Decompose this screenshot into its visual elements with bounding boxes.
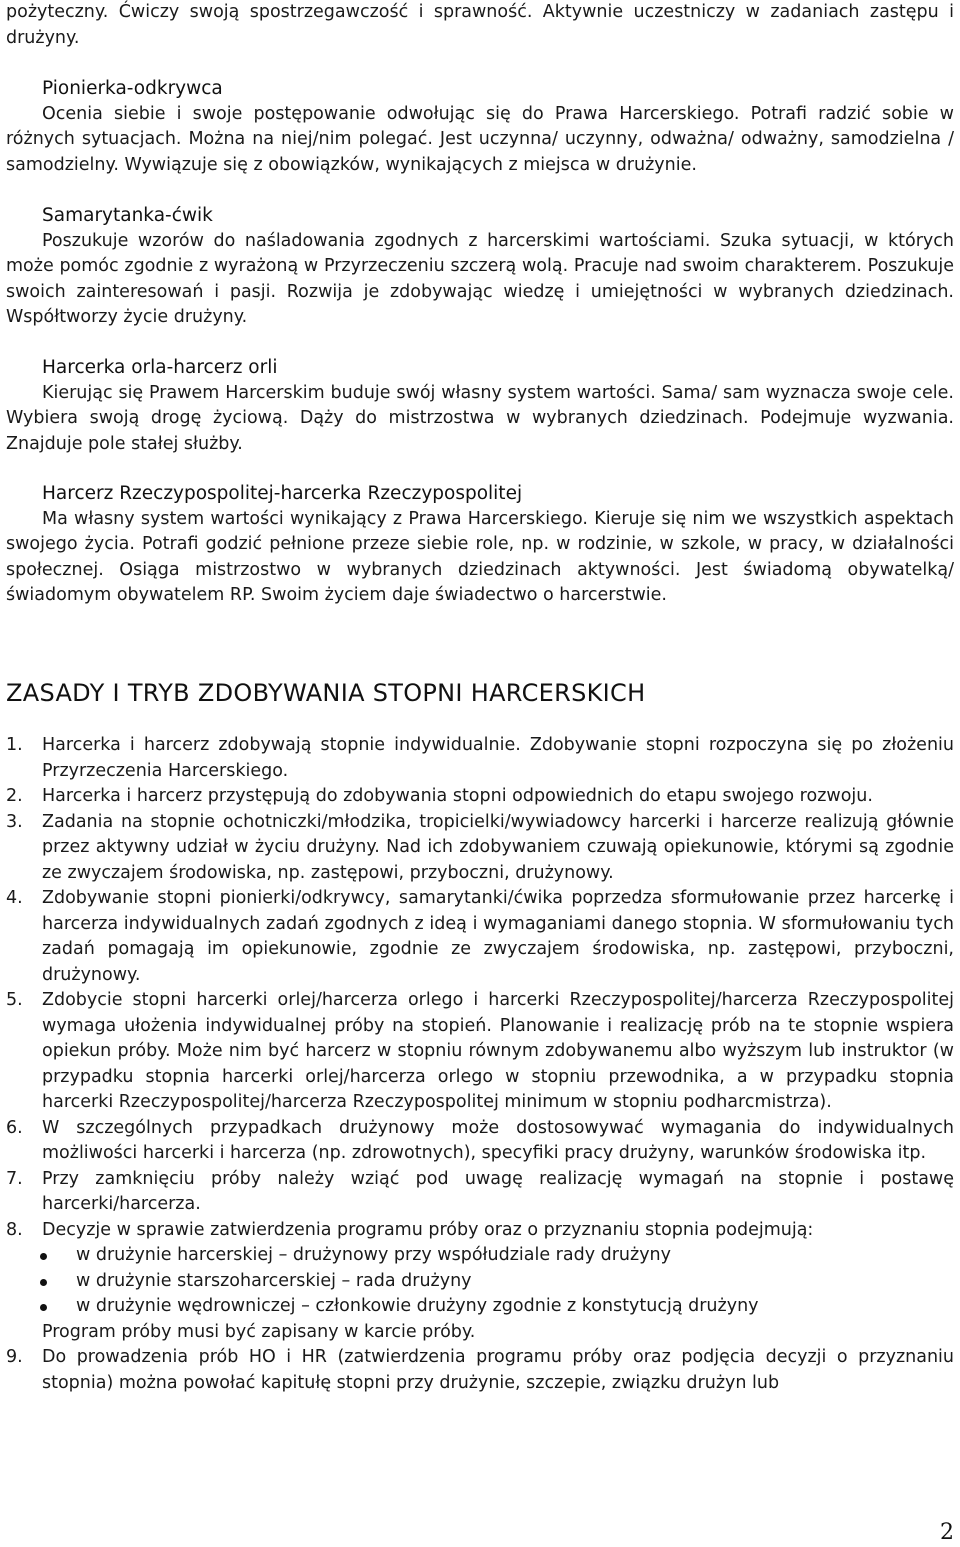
rule-text: Zdobywanie stopni pionierki/odkrywcy, samarytanki/ćwika poprzedza sformułowanie przez harcerkę i harcerza indywidualnych zadań zgodnych z ideą i wymaganiami danego stopnia. W sformułowaniu tych zadań pomagają im opiekunowie, zgodnie ze zwyczajem środowiska, np. zastępowi, przyboczni, drużynowy.: [42, 888, 954, 985]
bullet-text: w drużynie starszoharcerskiej – rada drużyny: [76, 1270, 472, 1291]
rule-text: Zdobycie stopni harcerki orlej/harcerza orlego i harcerki Rzeczypospolitej/harcerza Rzeczypospolitej wymaga ułożenia indywidualnej próby na stopień. Planowanie i realizację prób na te stopnie wspiera opiekun próby. Może nim być harcerz w stopniu równym zdobywanemu albo wyższym lub instruktor (w przypadku stopnia harcerki orlej/harcerza orlego w stopniu przewodnika, a w przypadku stopnia harcerki Rzeczypospolitej/harcerza Rzeczypospolitej minimum w stopniu podharcmistrza).: [42, 990, 954, 1112]
rule-number: 1.: [6, 735, 23, 755]
bullet-item: [0, 1269, 954, 1295]
section-harcerka-orla-container: [0, 355, 960, 457]
bullet-text: w drużynie harcerskiej – drużynowy przy współudziale rady drużyny: [76, 1245, 672, 1265]
rule-text: W szczególnych przypadkach drużynowy może dostosowywać wymagania do indywidualnych możliwości harcerki i harcerza (np. zdrowotnych), specyfiki pracy drużyny, warunków środowiska itp.: [42, 1117, 954, 1163]
rule-text: Do prowadzenia prób HO i HR (zatwierdzenia programu próby oraz podjęcia decyzji o przyznaniu stopnia) można powołać kapitułę stopni przy drużynie, szczepie, związku drużyn lub: [42, 1347, 954, 1393]
section-text: Poszukuje wzorów do naśladowania zgodnych z harcerskimi wartościami. Szuka sytuacji, w których może pomóc zgodnie z wyrażoną w Przyrzeczeniu szczerą wolą. Pracuje nad swoim charakterem. Poszukuje swoich zainteresowań i pasji. Rozwija je zdobywając wiedzę i umiejętności w wybranych dziedzinach. Współtworzy życie drużyny.: [6, 230, 954, 327]
section-title: Samarytanka-ćwik: [42, 205, 213, 226]
rule-number: 2.: [6, 786, 23, 806]
bullet-item: [0, 1294, 954, 1320]
rule-text: Przy zamknięciu próby należy wziąć pod uwagę realizację wymagań na stopnie i postawę harcerki/harcerza.: [42, 1168, 954, 1214]
rule-item: [0, 886, 960, 988]
rule-number: 4.: [6, 888, 23, 908]
intro-paragraph: pożyteczny. Ćwiczy swoją spostrzegawczość i sprawność. Aktywnie uczestniczy w zadaniach zastępu i drużyny.: [6, 2, 954, 48]
bullet-text: w drużynie wędrowniczej – członkowie drużyny zgodnie z konstytucją drużyny: [76, 1296, 759, 1316]
rule-item: [0, 810, 960, 887]
rule-number: 7.: [6, 1168, 23, 1189]
rule-number: 9.: [6, 1347, 23, 1367]
bullet-list: [42, 1243, 954, 1320]
bullet-dot-icon: [40, 1279, 47, 1286]
rule-item: [0, 784, 960, 810]
section-title: Harcerz Rzeczypospolitej-harcerka Rzeczypospolitej: [42, 483, 523, 504]
rule-item: [0, 1116, 960, 1167]
rule-number: 6.: [6, 1117, 23, 1138]
bullet-item: [0, 1243, 954, 1269]
rule-number: 3.: [6, 811, 23, 832]
rule-text: Decyzje w sprawie zatwierdzenia programu próby oraz o przyznaniu stopnia podejmują:: [42, 1219, 814, 1240]
section-text: Kierując się Prawem Harcerskim buduje swój własny system wartości. Sama/ sam wyznacza swoje cele. Wybiera swoją drogę życiową. Dąży do mistrzostwa w wybranych dziedzinach. Podejmuje wyzwania. Znajduje pole stałej służby.: [6, 382, 954, 454]
bullet-dot-icon: [40, 1253, 47, 1260]
rules-list: [0, 733, 960, 1396]
rule-text: Harcerka i harcerz przystępują do zdobywania stopni odpowiednich do etapu swojego rozwoju.: [42, 786, 873, 806]
rule-number: 5.: [6, 990, 23, 1010]
rule-item: [0, 733, 960, 784]
section-pionierka: [0, 76, 960, 178]
rule-after-text: Program próby musi być zapisany w karcie próby.: [42, 1321, 476, 1342]
section-title: Harcerka orla-harcerz orli: [42, 357, 278, 378]
rules-heading: ZASADY I TRYB ZDOBYWANIA STOPNI HARCERSKICH: [6, 679, 646, 707]
rule-item: [0, 988, 960, 1116]
page-number: 2: [940, 1520, 954, 1545]
section-text: Ocenia siebie i swoje postępowanie odwołując się do Prawa Harcerskiego. Potrafi radzić sobie w różnych sytuacjach. Można na niej/nim polegać. Jest uczynna/ uczynny, odważna/ odważny, samodzielna / samodzielny. Wywiązuje się z obowiązków, wynikających z miejsca w drużynie.: [6, 103, 954, 175]
bullet-dot-icon: [40, 1304, 47, 1311]
section-harcerz-rzeczypospolitej: [0, 481, 960, 609]
rule-item: [0, 1345, 960, 1396]
rule-text: Harcerka i harcerz zdobywają stopnie indywidualnie. Zdobywanie stopni rozpoczyna się po złożeniu Przyrzeczenia Harcerskiego.: [42, 735, 954, 781]
section-text: Ma własny system wartości wynikający z Prawa Harcerskiego. Kieruje się nim we wszystkich aspektach swojego życia. Potrafi godzić pełnione przeze siebie role, np. w rodzinie, w szkole, w pracy, w działalności społecznej. Osiąga mistrzostwo w wybranych dziedzinach aktywności. Jest świadomą obywatelką/świadomym obywatelem RP. Swoim życiem daje świadectwo o harcerstwie.: [6, 508, 954, 605]
rule-number: 8.: [6, 1219, 23, 1240]
rule-item: [0, 1218, 960, 1346]
rule-item: [0, 1167, 960, 1218]
section-samarytanka: [0, 203, 960, 331]
section-title: Pionierka-odkrywca: [42, 78, 223, 99]
rule-text: Zadania na stopnie ochotniczki/młodzika, tropicielki/wywiadowcy harcerki i harcerze realizują głównie przez aktywny udział w życiu drużyny. Nad ich zdobywaniem czuwają opiekunowie, którymi są zgodnie ze zwyczajem środowiska, np. zastępowi, przyboczni, drużynowy.: [42, 811, 954, 883]
